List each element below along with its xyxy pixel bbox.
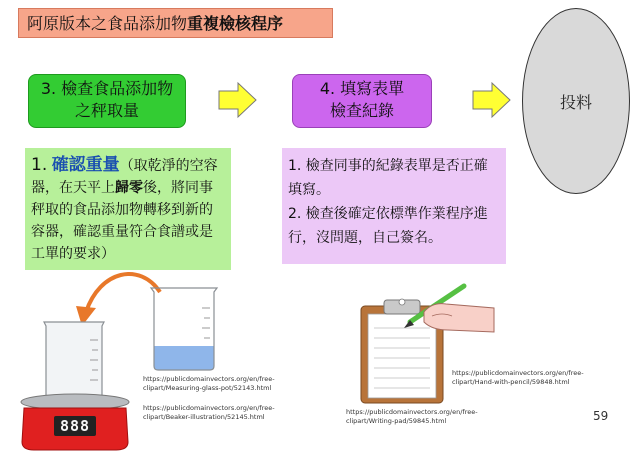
hand-with-pencil-icon [402, 282, 496, 340]
image-credit-3[interactable]: https://publicdomainvectors.org/en/free-clipart/Writing-pad/59845.html [346, 408, 478, 425]
description-box-1 [25, 148, 231, 270]
scale-display: 888 [59, 417, 91, 435]
title-bold: 重複檢核程序 [187, 14, 284, 33]
final-step-label: 投料 [559, 92, 592, 112]
page-number: 59 [593, 409, 609, 423]
beaker-empty-icon [40, 320, 110, 400]
description-box-2 [282, 148, 506, 264]
desc1-number: 1. [31, 155, 48, 175]
image-credit-2[interactable]: https://publicdomainvectors.org/en/free-clipart/Beaker-illustration/52145.html [143, 404, 275, 421]
desc1-keyword: 確認重量 [51, 155, 120, 175]
step4-line1: 4. 填寫表單 [319, 79, 405, 98]
final-step-oval [522, 8, 630, 194]
desc2-line1: 1. 檢查同事的紀錄表單是否正確填寫。 [288, 158, 488, 198]
page-title [18, 8, 333, 38]
flow-arrow-2 [472, 82, 512, 118]
flow-arrow-1 [218, 82, 258, 118]
image-credit-1[interactable]: https://publicdomainvectors.org/en/free-clipart/Measuring-glass-pot/52143.html [143, 375, 275, 392]
image-credit-4[interactable]: https://publicdomainvectors.org/en/free-clipart/Hand-with-pencil/59848.html [452, 369, 584, 386]
title-normal: 阿原版本之食品添加物 [27, 14, 188, 33]
desc2-line2: 2. 檢查後確定依標準作業程序進行，沒問題，自己簽名。 [288, 206, 488, 246]
step3-line2: 之秤取量 [74, 101, 139, 120]
step3-line1: 3. 檢查食品添加物 [40, 79, 174, 98]
step3-box [28, 74, 186, 128]
step4-box [292, 74, 432, 128]
desc1-text-b: 後，將同事秤取的食品添加物轉移到新的容器，確認重量符合食譜或是工單的要求） [31, 180, 213, 262]
desc1-keyword-2: 歸零 [115, 180, 143, 196]
beaker-filled-icon [148, 286, 220, 372]
step4-line2: 檢查紀錄 [329, 101, 394, 120]
desc1-text-a: （取乾淨的空容器，在天平上 [31, 158, 218, 196]
